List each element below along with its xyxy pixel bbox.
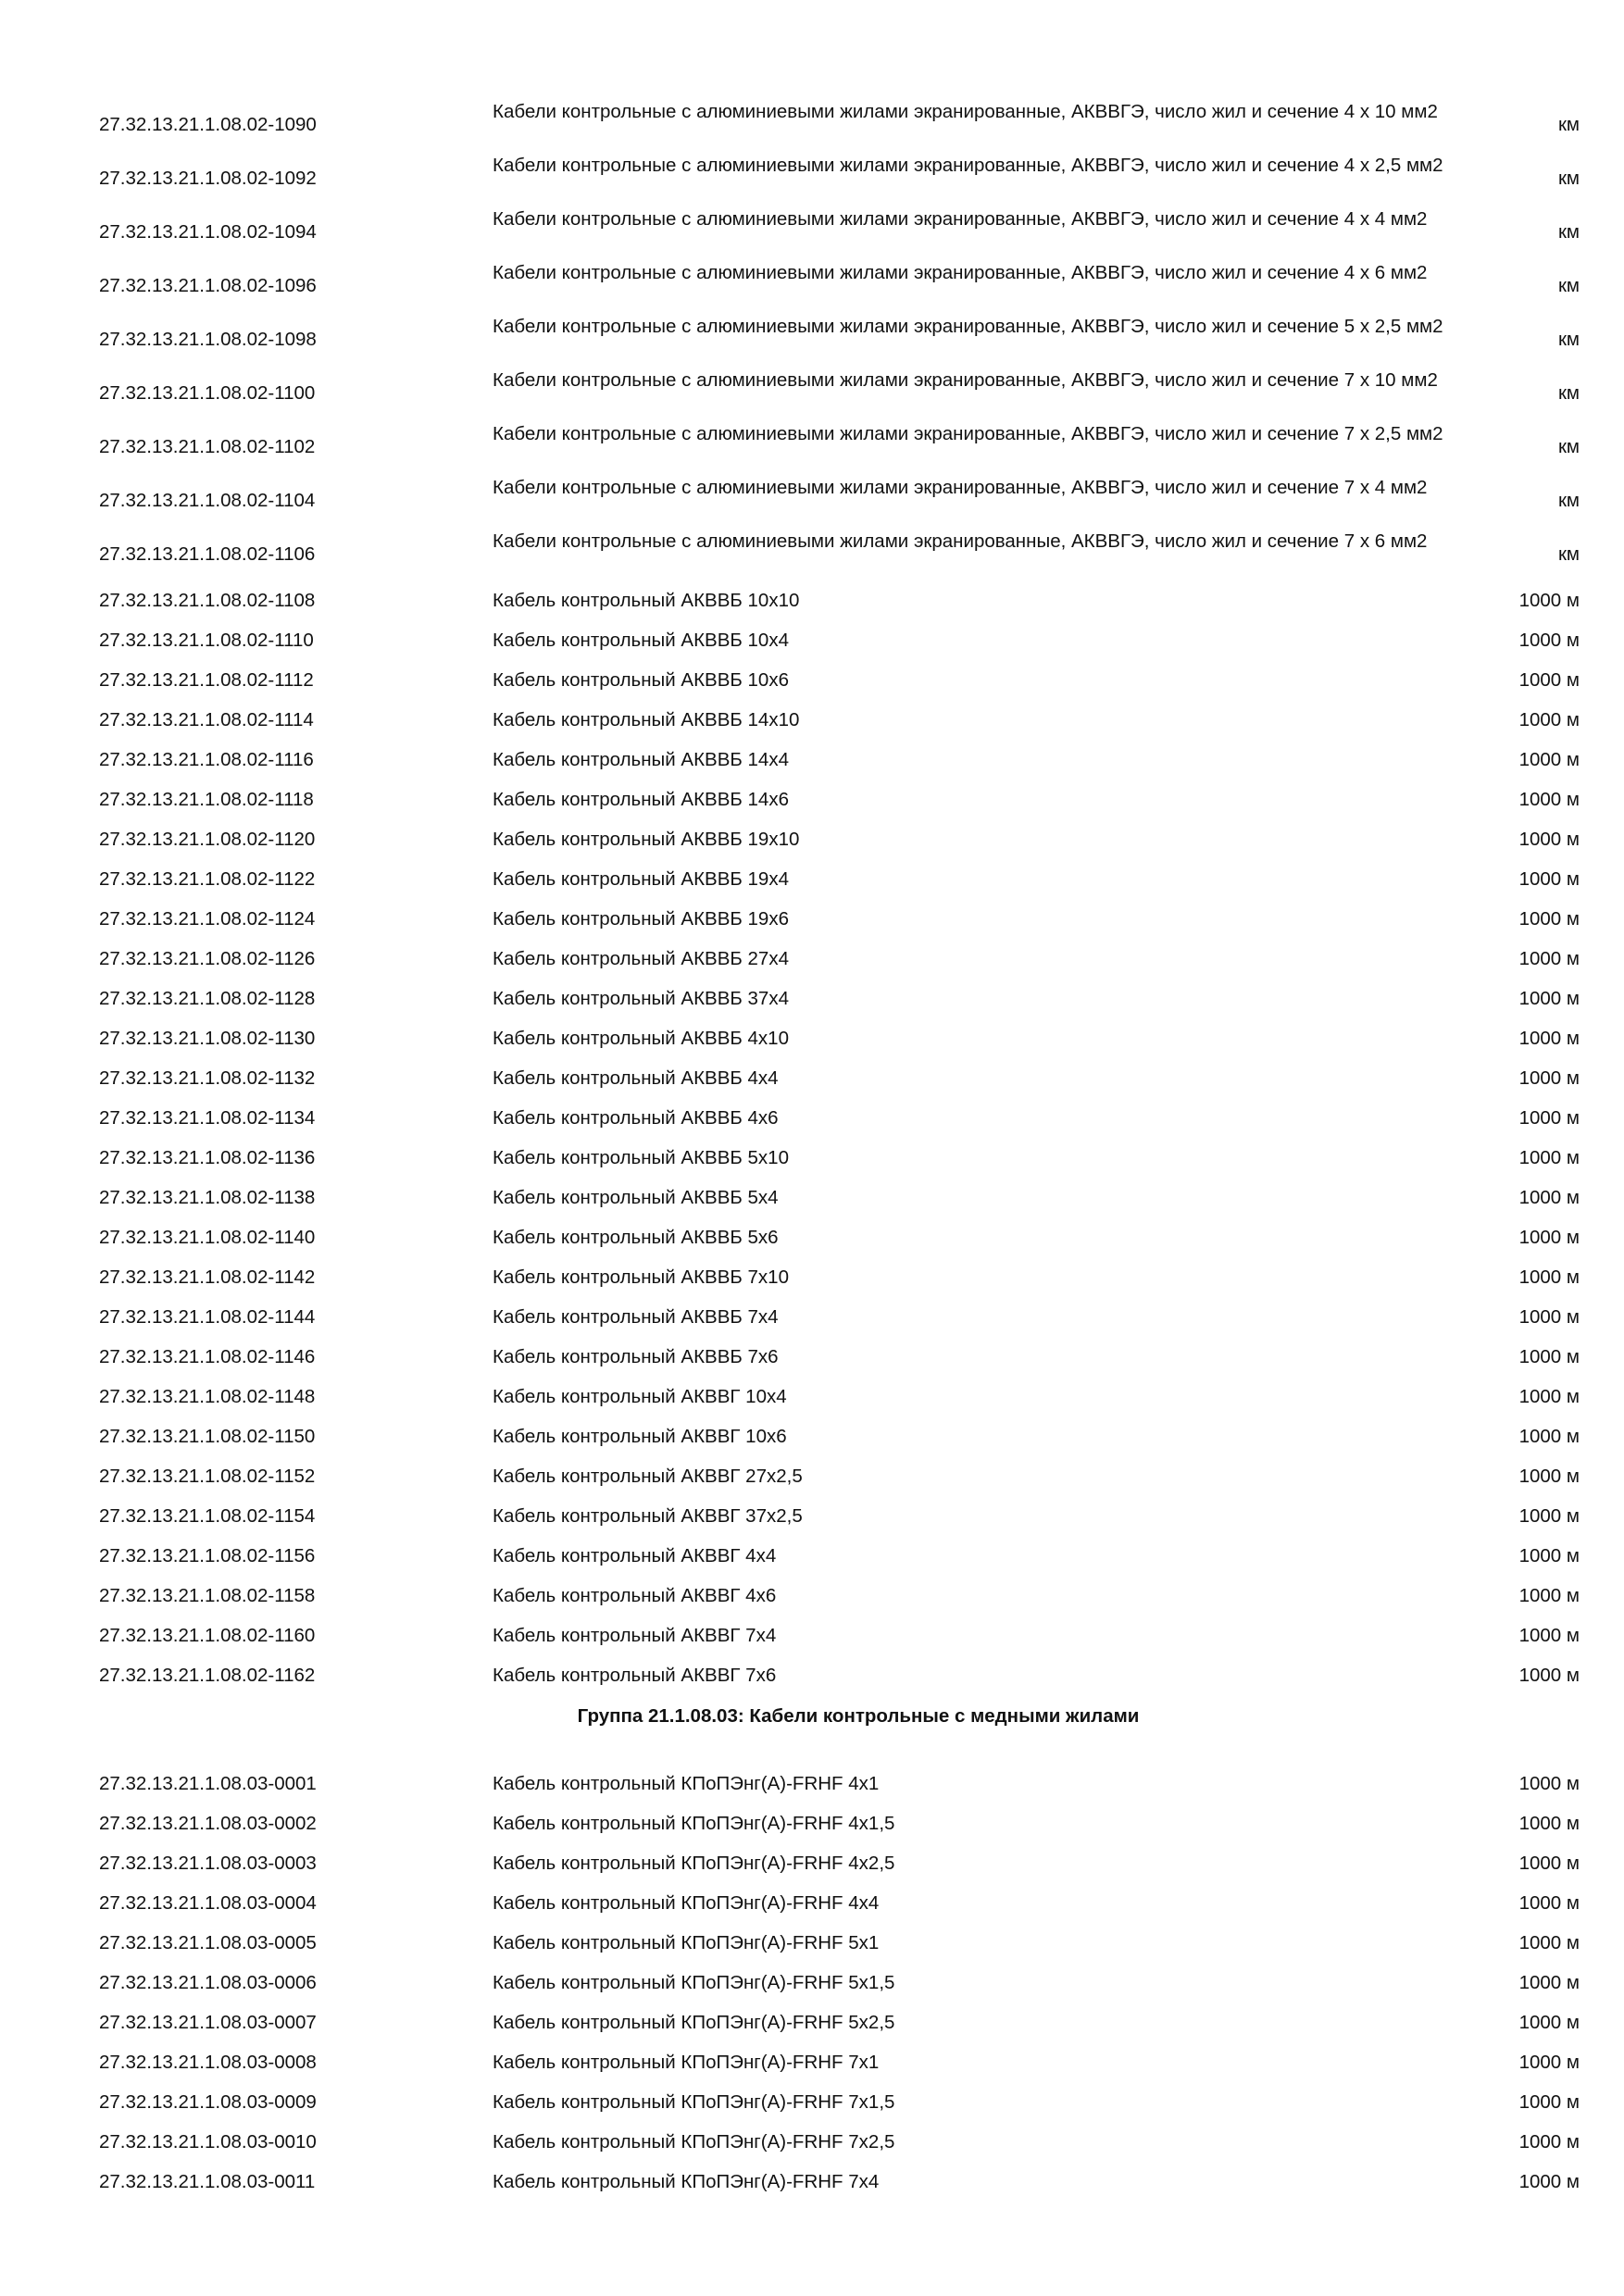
row-code: 27.32.13.21.1.08.02-1110 (99, 630, 314, 651)
table-row (0, 1417, 1624, 1457)
row-name: Кабель контрольный АКВВГ 37x2,5 (493, 1505, 803, 1527)
row-code: 27.32.13.21.1.08.02-1126 (99, 948, 316, 969)
row-code: 27.32.13.21.1.08.03-0010 (99, 2131, 317, 2152)
row-name: Кабель контрольный АКВВГ 7x4 (493, 1625, 777, 1646)
row-code: 27.32.13.21.1.08.03-0008 (99, 2052, 317, 2073)
row-name: Кабель контрольный КПоПЭнг(А)-FRHF 4x1,5 (493, 1813, 895, 1834)
row-unit: 1000 м (1518, 1853, 1580, 1874)
row-code: 27.32.13.21.1.08.02-1090 (99, 114, 317, 135)
row-unit: 1000 м (1518, 1426, 1580, 1447)
row-code: 27.32.13.21.1.08.02-1114 (99, 709, 314, 730)
row-unit: 1000 м (1518, 1147, 1580, 1168)
row-code: 27.32.13.21.1.08.02-1162 (99, 1665, 316, 1686)
row-name: Кабель контрольный АКВВБ 5x4 (493, 1187, 779, 1208)
table-row (0, 581, 1624, 621)
row-code: 27.32.13.21.1.08.02-1096 (99, 275, 317, 296)
row-unit: 1000 м (1518, 1028, 1580, 1049)
row-unit: 1000 м (1518, 1306, 1580, 1328)
row-name: Кабель контрольный АКВВГ 27x2,5 (493, 1466, 803, 1487)
row-unit: 1000 м (1518, 2171, 1580, 2192)
row-name: Кабель контрольный АКВВБ 19x4 (493, 868, 789, 890)
row-name: Кабель контрольный АКВВГ 10x6 (493, 1426, 787, 1447)
row-unit: км (1557, 436, 1580, 457)
row-name: Кабель контрольный КПоПЭнг(А)-FRHF 7x1 (493, 2052, 880, 2073)
row-unit: км (1557, 221, 1580, 243)
row-unit: 1000 м (1518, 1187, 1580, 1208)
table-row (0, 1338, 1624, 1378)
row-code: 27.32.13.21.1.08.03-0003 (99, 1853, 317, 1874)
row-code: 27.32.13.21.1.08.02-1154 (99, 1505, 316, 1527)
table-row (0, 1497, 1624, 1537)
table-row (0, 1804, 1624, 1844)
row-unit: 1000 м (1518, 2012, 1580, 2033)
row-unit: 1000 м (1518, 2091, 1580, 2113)
row-code: 27.32.13.21.1.08.02-1118 (99, 789, 314, 810)
row-code: 27.32.13.21.1.08.02-1152 (99, 1466, 316, 1487)
row-name: Кабели контрольные с алюминиевыми жилами экранированные, АКВВГЭ, число жил и сечение 7 х 4 мм2 (493, 477, 1428, 498)
table-row (0, 701, 1624, 741)
row-code: 27.32.13.21.1.08.02-1156 (99, 1545, 316, 1566)
row-code: 27.32.13.21.1.08.02-1132 (99, 1067, 316, 1089)
row-unit: км (1557, 168, 1580, 189)
table-row (0, 2003, 1624, 2043)
row-unit: 1000 м (1518, 1585, 1580, 1606)
row-code: 27.32.13.21.1.08.03-0009 (99, 2091, 317, 2113)
row-name: Кабель контрольный АКВВГ 10x4 (493, 1386, 787, 1407)
table-row (0, 1099, 1624, 1139)
table-row (0, 1537, 1624, 1577)
row-code: 27.32.13.21.1.08.03-0004 (99, 1892, 317, 1914)
row-code: 27.32.13.21.1.08.03-0001 (99, 1773, 317, 1794)
row-name: Кабель контрольный АКВВБ 4x4 (493, 1067, 779, 1089)
row-name: Кабель контрольный КПоПЭнг(А)-FRHF 4x4 (493, 1892, 880, 1914)
row-name: Кабель контрольный АКВВБ 37x4 (493, 988, 789, 1009)
table-row (0, 152, 1624, 206)
row-unit: 1000 м (1518, 1505, 1580, 1527)
table-row (0, 621, 1624, 661)
table-row (0, 420, 1624, 474)
table-row (0, 2163, 1624, 2202)
table-row (0, 1059, 1624, 1099)
table-row (0, 860, 1624, 900)
row-name: Кабель контрольный АКВВБ 4x10 (493, 1028, 789, 1049)
row-code: 27.32.13.21.1.08.02-1092 (99, 168, 317, 189)
row-name: Кабель контрольный КПоПЭнг(А)-FRHF 4x1 (493, 1773, 880, 1794)
row-code: 27.32.13.21.1.08.02-1160 (99, 1625, 316, 1646)
table-row (0, 1258, 1624, 1298)
row-code: 27.32.13.21.1.08.02-1094 (99, 221, 317, 243)
row-name: Кабель контрольный АКВВБ 7x4 (493, 1306, 779, 1328)
table-row (0, 1765, 1624, 1804)
row-code: 27.32.13.21.1.08.02-1158 (99, 1585, 316, 1606)
row-unit: 1000 м (1518, 1892, 1580, 1914)
row-code: 27.32.13.21.1.08.02-1146 (99, 1346, 316, 1367)
row-code: 27.32.13.21.1.08.02-1124 (99, 908, 316, 930)
row-name: Кабель контрольный КПоПЭнг(А)-FRHF 4x2,5 (493, 1853, 895, 1874)
table-row (0, 900, 1624, 940)
row-name: Кабель контрольный АКВВБ 10x10 (493, 590, 800, 611)
row-unit: км (1557, 114, 1580, 135)
table-row (0, 1924, 1624, 1964)
row-unit: 1000 м (1518, 709, 1580, 730)
table-row (0, 1139, 1624, 1179)
row-unit: 1000 м (1518, 1813, 1580, 1834)
row-unit: км (1557, 490, 1580, 511)
row-unit: 1000 м (1518, 789, 1580, 810)
row-code: 27.32.13.21.1.08.02-1140 (99, 1227, 316, 1248)
row-unit: 1000 м (1518, 908, 1580, 930)
row-unit: 1000 м (1518, 749, 1580, 770)
row-name: Кабели контрольные с алюминиевыми жилами экранированные, АКВВГЭ, число жил и сечение 7 х 6 мм2 (493, 530, 1428, 552)
row-unit: 1000 м (1518, 1227, 1580, 1248)
row-name: Кабель контрольный АКВВБ 5x10 (493, 1147, 789, 1168)
row-name: Кабель контрольный АКВВБ 19x6 (493, 908, 789, 930)
row-code: 27.32.13.21.1.08.02-1102 (99, 436, 316, 457)
table-row (0, 1656, 1624, 1696)
table-row (0, 1964, 1624, 2003)
row-name: Кабель контрольный АКВВБ 4x6 (493, 1107, 779, 1129)
table-row (0, 2123, 1624, 2163)
row-name: Кабель контрольный АКВВБ 10x4 (493, 630, 789, 651)
row-unit: 1000 м (1518, 1665, 1580, 1686)
row-code: 27.32.13.21.1.08.02-1108 (99, 590, 316, 611)
table-row (0, 661, 1624, 701)
row-unit: 1000 м (1518, 590, 1580, 611)
row-code: 27.32.13.21.1.08.02-1112 (99, 669, 314, 691)
table-row (0, 820, 1624, 860)
row-name: Кабель контрольный КПоПЭнг(А)-FRHF 7x2,5 (493, 2131, 895, 2152)
row-code: 27.32.13.21.1.08.02-1100 (99, 382, 316, 404)
table-row (0, 1457, 1624, 1497)
row-unit: 1000 м (1518, 2131, 1580, 2152)
table-row (0, 980, 1624, 1019)
row-code: 27.32.13.21.1.08.02-1104 (99, 490, 316, 511)
row-name: Кабель контрольный АКВВГ 4x6 (493, 1585, 777, 1606)
row-code: 27.32.13.21.1.08.03-0011 (99, 2171, 316, 2192)
table-row (0, 741, 1624, 780)
row-code: 27.32.13.21.1.08.02-1148 (99, 1386, 316, 1407)
row-name: Кабели контрольные с алюминиевыми жилами экранированные, АКВВГЭ, число жил и сечение 4 х 4 мм2 (493, 208, 1428, 230)
table-row (0, 206, 1624, 259)
row-unit: 1000 м (1518, 1932, 1580, 1953)
row-code: 27.32.13.21.1.08.02-1144 (99, 1306, 316, 1328)
row-name: Кабель контрольный АКВВБ 14x10 (493, 709, 800, 730)
row-name: Кабель контрольный КПоПЭнг(А)-FRHF 5x1 (493, 1932, 880, 1953)
row-code: 27.32.13.21.1.08.02-1134 (99, 1107, 316, 1129)
row-code: 27.32.13.21.1.08.03-0002 (99, 1813, 317, 1834)
row-name: Кабель контрольный АКВВБ 5x6 (493, 1227, 779, 1248)
row-unit: 1000 м (1518, 988, 1580, 1009)
row-name: Кабель контрольный КПоПЭнг(А)-FRHF 5x2,5 (493, 2012, 895, 2033)
table-row (0, 2083, 1624, 2123)
row-unit: 1000 м (1518, 1545, 1580, 1566)
row-unit: 1000 м (1518, 1625, 1580, 1646)
row-name: Кабель контрольный КПоПЭнг(А)-FRHF 5x1,5 (493, 1972, 895, 1993)
row-unit: 1000 м (1518, 1972, 1580, 1993)
row-name: Кабель контрольный АКВВБ 14x4 (493, 749, 789, 770)
table-row (0, 474, 1624, 528)
table-row (0, 1218, 1624, 1258)
row-unit: 1000 м (1518, 829, 1580, 850)
row-name: Кабель контрольный КПоПЭнг(А)-FRHF 7x4 (493, 2171, 880, 2192)
row-unit: 1000 м (1518, 1773, 1580, 1794)
table-row (0, 1179, 1624, 1218)
row-code: 27.32.13.21.1.08.02-1098 (99, 329, 317, 350)
table-row (0, 1298, 1624, 1338)
row-name: Кабель контрольный АКВВБ 19x10 (493, 829, 800, 850)
table-row (0, 367, 1624, 420)
row-unit: 1000 м (1518, 1386, 1580, 1407)
group-title: Группа 21.1.08.03: Кабели контрольные с медными жилами (577, 1705, 1140, 1727)
row-unit: км (1557, 382, 1580, 404)
row-code: 27.32.13.21.1.08.03-0006 (99, 1972, 317, 1993)
table-row (0, 1616, 1624, 1656)
table-row (0, 1019, 1624, 1059)
table-row (0, 2043, 1624, 2083)
row-unit: 1000 м (1518, 630, 1580, 651)
row-name: Кабель контрольный АКВВГ 4x4 (493, 1545, 777, 1566)
row-unit: 1000 м (1518, 669, 1580, 691)
row-unit: км (1557, 543, 1580, 565)
row-unit: 1000 м (1518, 868, 1580, 890)
row-code: 27.32.13.21.1.08.02-1136 (99, 1147, 316, 1168)
row-unit: 1000 м (1518, 1267, 1580, 1288)
table-row (0, 98, 1624, 152)
table-row (0, 780, 1624, 820)
row-name: Кабель контрольный АКВВГ 7x6 (493, 1665, 777, 1686)
row-code: 27.32.13.21.1.08.02-1116 (99, 749, 314, 770)
row-name: Кабели контрольные с алюминиевыми жилами экранированные, АКВВГЭ, число жил и сечение 4 х 2,5 мм2 (493, 155, 1443, 176)
table-row (0, 313, 1624, 367)
row-code: 27.32.13.21.1.08.02-1106 (99, 543, 316, 565)
row-code: 27.32.13.21.1.08.02-1128 (99, 988, 316, 1009)
table-row (0, 1884, 1624, 1924)
table-row (0, 1577, 1624, 1616)
row-name: Кабели контрольные с алюминиевыми жилами экранированные, АКВВГЭ, число жил и сечение 7 х 10 мм2 (493, 369, 1438, 391)
table-row (0, 1844, 1624, 1884)
row-unit: 1000 м (1518, 1067, 1580, 1089)
row-unit: 1000 м (1518, 948, 1580, 969)
row-name: Кабель контрольный АКВВБ 7x10 (493, 1267, 789, 1288)
row-name: Кабель контрольный АКВВБ 10x6 (493, 669, 789, 691)
row-name: Кабели контрольные с алюминиевыми жилами экранированные, АКВВГЭ, число жил и сечение 4 х 10 мм2 (493, 101, 1438, 122)
row-code: 27.32.13.21.1.08.02-1150 (99, 1426, 316, 1447)
row-code: 27.32.13.21.1.08.02-1122 (99, 868, 316, 890)
row-unit: 1000 м (1518, 1107, 1580, 1129)
row-name: Кабель контрольный АКВВБ 14x6 (493, 789, 789, 810)
table-row (0, 259, 1624, 313)
table-row (0, 940, 1624, 980)
row-name: Кабель контрольный АКВВБ 27x4 (493, 948, 789, 969)
row-code: 27.32.13.21.1.08.03-0005 (99, 1932, 317, 1953)
row-code: 27.32.13.21.1.08.02-1142 (99, 1267, 316, 1288)
row-unit: км (1557, 329, 1580, 350)
row-name: Кабели контрольные с алюминиевыми жилами экранированные, АКВВГЭ, число жил и сечение 5 х 2,5 мм2 (493, 316, 1443, 337)
row-name: Кабели контрольные с алюминиевыми жилами экранированные, АКВВГЭ, число жил и сечение 4 х 6 мм2 (493, 262, 1428, 283)
table-row (0, 528, 1624, 581)
row-unit: 1000 м (1518, 1466, 1580, 1487)
row-code: 27.32.13.21.1.08.02-1138 (99, 1187, 316, 1208)
row-name: Кабели контрольные с алюминиевыми жилами экранированные, АКВВГЭ, число жил и сечение 7 х 2,5 мм2 (493, 423, 1443, 444)
row-code: 27.32.13.21.1.08.02-1130 (99, 1028, 316, 1049)
row-unit: 1000 м (1518, 1346, 1580, 1367)
table-row (0, 1378, 1624, 1417)
row-name: Кабель контрольный АКВВБ 7x6 (493, 1346, 779, 1367)
row-name: Кабель контрольный КПоПЭнг(А)-FRHF 7x1,5 (493, 2091, 895, 2113)
row-unit: 1000 м (1518, 2052, 1580, 2073)
row-code: 27.32.13.21.1.08.03-0007 (99, 2012, 317, 2033)
row-code: 27.32.13.21.1.08.02-1120 (99, 829, 316, 850)
row-unit: км (1557, 275, 1580, 296)
